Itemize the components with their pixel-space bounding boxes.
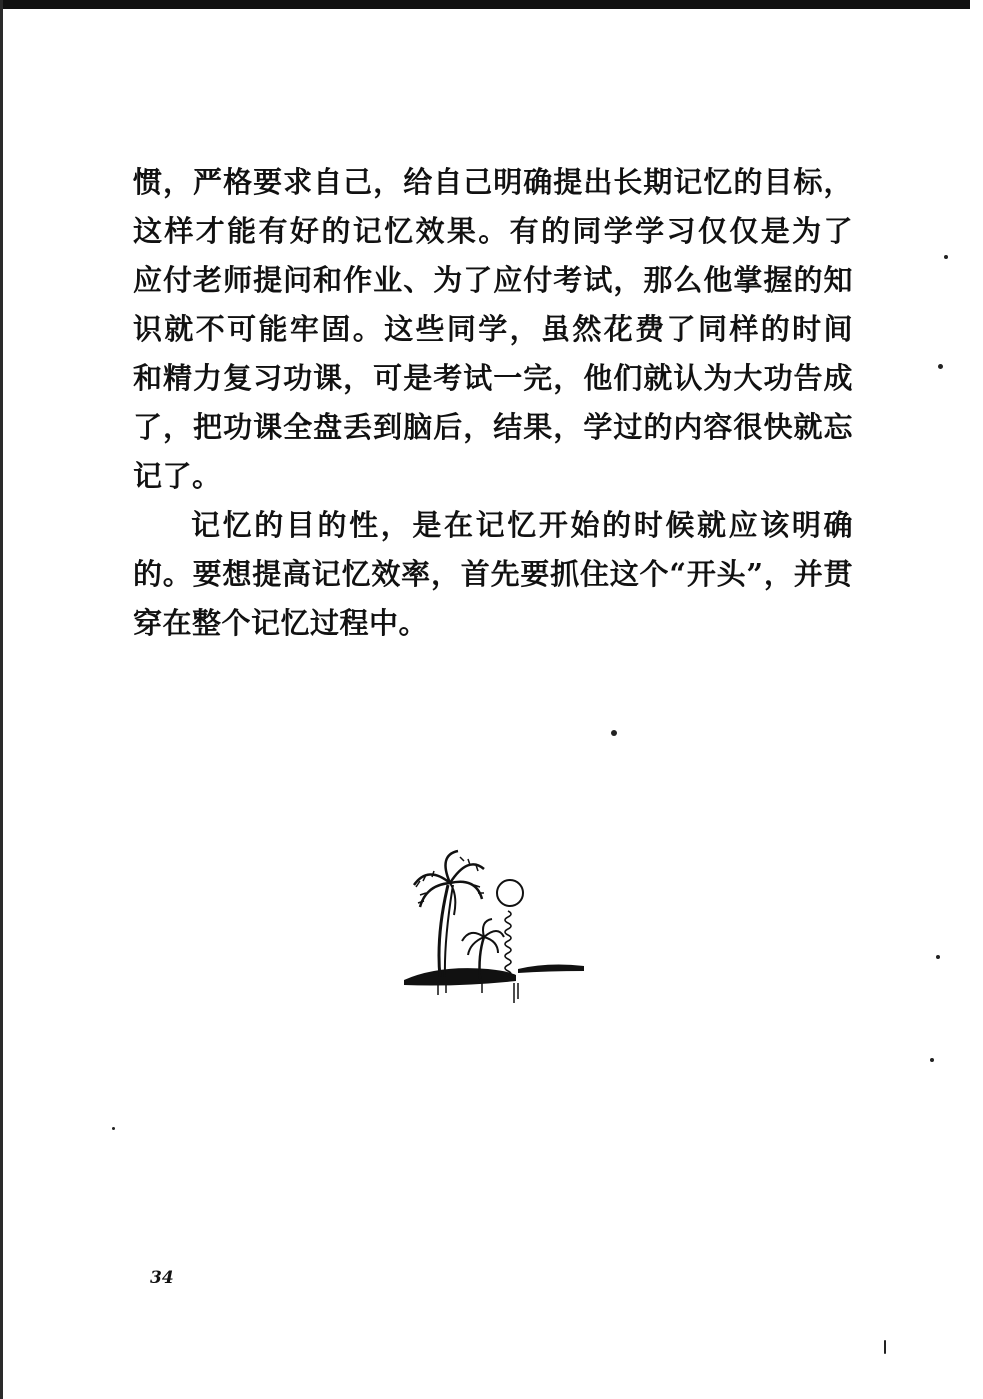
paragraph-1-line-1: 惯，严格要求自己，给自己明确提出长期记忆的目标，	[133, 165, 853, 199]
paragraph-1-line-6: 了，把功课全盘丢到脑后，结果，学过的内容很快就忘	[133, 410, 853, 444]
page-number: 34	[150, 1268, 174, 1288]
paragraph-1-line-3: 应付老师提问和作业、为了应付考试，那么他掌握的知	[133, 263, 853, 297]
scan-speck	[936, 955, 940, 959]
scan-speck	[112, 1127, 115, 1130]
paragraph-1-line-5: 和精力复习功课，可是考试一完，他们就认为大功告成	[133, 361, 853, 395]
scan-speck	[944, 255, 948, 259]
paragraph-1-line-2: 这样才能有好的记忆效果。有的同学学习仅仅是为了	[133, 214, 853, 248]
scan-speck	[930, 1058, 934, 1062]
paragraph-2-line-2: 的。要想提高记忆效率，首先要抓住这个“开头”，并贯	[133, 557, 853, 591]
left-page-edge	[0, 0, 3, 1399]
body-text	[133, 158, 853, 648]
paragraph-1-line-7: 记了。	[133, 459, 222, 493]
paragraph-2-line-1: 记忆的目的性，是在记忆开始的时候就应该明确	[191, 508, 853, 542]
paragraph-1	[133, 158, 853, 501]
paragraph-2-line-3: 穿在整个记忆过程中。	[133, 606, 429, 640]
top-edge-rule	[0, 0, 970, 9]
scan-speck	[611, 730, 617, 736]
paragraph-2	[133, 501, 853, 648]
paragraph-1-line-4: 识就不可能牢固。这些同学，虽然花费了同样的时间	[133, 312, 853, 346]
scan-speck	[938, 364, 943, 369]
palm-island-sunset-icon	[398, 845, 588, 1015]
scan-speck	[884, 1340, 886, 1354]
